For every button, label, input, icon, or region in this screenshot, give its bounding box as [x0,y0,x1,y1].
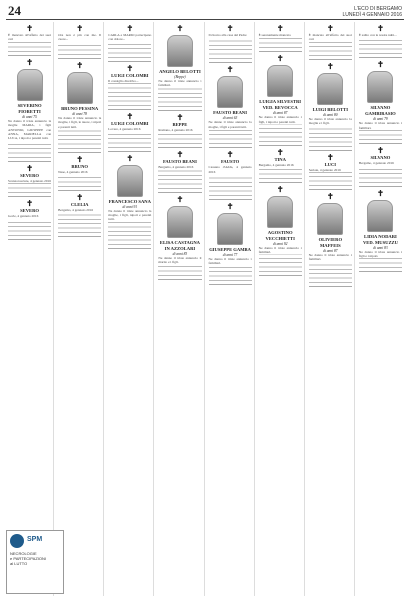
notice-body-lines [259,124,302,142]
notice-name: LIDIA NODARI VED. MUSUZZU [362,233,398,245]
notice-text: Ne danno il triste annuncio la moglie MARIA, i figli ANTONIO, GIUSEPPE con ANNA, MARIELLA con LUCA, i nipoti e parenti tutti. [8,118,52,141]
notice-body-lines [309,172,352,186]
column-5 [257,22,305,596]
notice-text: Bergamo, 4 gennaio 2016 [358,161,394,166]
obituary-notice [359,187,402,273]
notice-text: Ne danno il triste annuncio i figli e i nipoti. [358,249,402,259]
notice-name: ELISA CASTAGNA IN AZZOLARI [159,239,200,251]
cross-icon: ✝ [126,152,134,163]
notice-text: Ora non è più con me. Il cuore... [58,33,102,42]
obituary-notice [359,144,402,186]
notice-name: SEVERINO FIORETTI [17,102,42,114]
cross-icon: ✝ [226,64,234,75]
cross-icon: ✝ [76,23,84,33]
cross-icon: ✝ [176,23,184,33]
cross-icon: ✝ [377,187,384,198]
cross-icon: ✝ [26,162,33,173]
notice-name: ANGELO BELOTTI [159,69,201,74]
cross-icon: ✝ [76,154,84,165]
notice-text: Ne danno il triste annuncio i familiari. [358,121,402,130]
notice-name: SEVERO [20,208,40,214]
notice-name: LUIGI BELOTTI [312,106,348,112]
notice-text: Lovere, 4 gennaio 2016 [108,127,141,132]
cross-icon: ✝ [326,151,334,162]
cross-icon: ✝ [276,53,284,64]
column-6 [307,22,355,596]
notice-name: SEVERO [20,172,40,178]
cross-icon: ✝ [26,198,33,209]
column-7 [357,22,404,596]
portrait-photo [167,35,193,67]
obituary-notice [158,22,201,111]
cross-icon: ✝ [326,191,334,202]
obituary-notice [8,22,51,56]
notice-text: Ne danno il triste annuncio i familiari. [158,79,202,88]
cross-icon: ✝ [176,193,184,204]
portrait-photo [217,76,243,108]
portrait-photo [217,213,243,245]
notice-text: È serenamente mancata [258,33,291,37]
portrait-photo [267,65,293,97]
portrait-photo [17,69,43,101]
notice-text: È mancato all'affetto dei suoi cari [308,33,352,42]
obituary-notice [158,111,201,148]
notice-name: GIUSEPPE GAMBA [209,247,251,253]
notice-text: Bergamo, 4 gennaio 2016 [158,165,194,170]
notice-body-lines [209,37,252,59]
notice-text: Scanzorosciate, 4 gennaio 2016 [8,178,51,183]
obituary-columns [6,22,404,596]
page-number: 24 [8,3,21,18]
cross-icon: ✝ [126,111,134,122]
cross-icon: ✝ [276,183,284,194]
notice-age: di anni 92 [272,241,288,246]
obituary-notice [209,200,252,285]
notice-name: BRUNO [71,164,88,170]
portrait-photo [67,72,93,104]
notice-text: Ne danno il triste annuncio il marito e i figli. [158,255,202,265]
notice-body-lines [158,170,201,189]
notice-text: Ne danno il triste annuncio i familiari. [308,253,352,262]
notice-text: Ne danno il triste annuncio la moglie, i figli, le nuore, i nipoti e parenti tutti. [58,115,102,129]
notice-name: LUIGI COLOMBI [111,72,149,78]
notice-text: Ne danno il triste annuncio la moglie, i figli, nipoti e parenti tutti. [108,208,152,222]
header-rule [6,19,404,20]
notice-body-lines [108,222,151,245]
notice-body-lines [108,83,151,106]
spm-logo-icon [10,534,24,548]
notice-text: CARLA e MARIO partecipano con dolore... [108,33,152,42]
notice-age: di anni 91 [122,204,138,209]
notice-body-lines [359,37,402,54]
notice-text: Cassano d'Adda, 4 gennaio 2016 [208,165,252,174]
obituary-notice [8,162,51,197]
notice-body-lines [8,219,51,236]
notice-body-lines [58,174,101,187]
notice-body-lines [158,132,201,144]
notice-age: di anni 80 [323,112,338,117]
obituary-notice [58,191,101,236]
notice-age: di anni 78 [72,111,87,116]
notice-body-lines [259,254,302,272]
notice-name: AGOSTINO VECCHIETTI [265,229,295,241]
obituary-notice [309,22,352,60]
notice-name: TINA [274,157,286,163]
portrait-photo [367,200,393,232]
notice-text: Bergamo, 4 gennaio 2016 [258,163,294,168]
obituary-notice [259,52,302,146]
notice-name: OLIVIERO MAFFEIS [318,237,343,249]
column-1 [56,22,104,596]
notice-body-lines [209,174,252,196]
notice-name: FAUSTO BEANI [162,159,197,165]
cross-icon: ✝ [226,201,234,212]
obituary-notice [108,152,151,249]
notice-body-lines [209,129,252,144]
notice-name: LUIGI COLOMBI [111,121,149,127]
obituary-notice [359,22,402,58]
column-2 [106,22,154,596]
obituary-notice [209,148,252,200]
notice-body-lines [8,42,51,52]
obituary-notice [108,62,151,110]
cross-icon: ✝ [176,111,184,122]
notice-body-lines [259,168,302,179]
obituary-notice [359,58,402,144]
obituary-notice [158,148,201,192]
notice-name: LUIGIA SILVESTRI VED. REVOCCA [259,99,302,111]
notice-age: di anni 83 [373,245,388,250]
notice-body-lines [209,266,252,281]
notice-name: CLELIA [70,202,89,208]
portrait-photo [367,71,393,103]
column-4 [207,22,255,596]
portrait-photo [117,165,143,197]
notice-body-lines [108,42,151,58]
notice-age: di anni 83 [172,251,188,256]
obituary-notice [259,183,302,277]
notice-body-lines [309,42,352,56]
obituary-notice [58,59,101,153]
notice-body-lines [309,262,352,283]
notice-age: di anni 79 [373,117,388,122]
cross-icon: ✝ [126,23,134,33]
cross-icon: ✝ [176,149,184,160]
obituary-notice [209,22,252,63]
notice-name: SILVANO [370,155,391,161]
obituary-notice [58,153,101,191]
cross-icon: ✝ [226,23,234,33]
notice-body-lines [8,141,51,158]
notice-text: Nese, 4 gennaio 2016 [58,170,88,175]
notice-body-lines [58,213,101,233]
column-3 [156,22,204,596]
obituary-notice [309,190,352,287]
notice-body-lines [58,42,101,55]
notice-body-lines [108,132,151,148]
notice-age: di anni 87 [272,111,288,116]
notice-name: FRANCESCO SANA [108,198,151,204]
notice-name: FAUSTO BEANI [213,110,248,116]
notice-body-lines [359,258,402,268]
notice-age: di anni 63 [222,116,238,121]
obituary-notice [309,60,352,151]
notice-text: Ne danno il triste annuncio i familiari. [208,257,252,266]
notice-name: BRUNO PESSINA [61,105,99,111]
cross-icon: ✝ [226,149,234,160]
cross-icon: ✝ [276,147,284,158]
obituary-notice [209,63,252,148]
notice-body-lines [8,183,51,193]
notice-age: di anni 77 [222,253,238,258]
obituary-notice [58,22,101,59]
advert-line-3: al LUTTO [10,561,28,566]
notice-text: È salito con le nostre nubi... [358,33,397,37]
notice-body-lines [158,264,201,276]
cross-icon: ✝ [76,59,84,70]
cross-icon: ✝ [326,60,334,71]
spm-brand: SPM [27,536,43,543]
cross-icon: ✝ [276,23,284,33]
portrait-photo [317,73,343,105]
notice-text: Ne danno il triste annuncio i figli, i nipoti e parenti tutti. [258,115,302,124]
notice-text: Ne danno il triste annuncio i familiari. [258,245,302,255]
notice-name: SILVANO GAMBIRASIO [365,105,396,117]
cross-icon: ✝ [377,59,384,70]
obituary-notice [108,110,151,151]
notice-text: Romano, 4 gennaio 2016 [158,127,193,132]
notice-name: BEPPE [172,121,188,127]
cross-icon: ✝ [76,192,84,203]
cross-icon: ✝ [377,145,384,156]
notice-body-lines [359,166,402,183]
cross-icon: ✝ [126,62,134,73]
obituary-notice [309,151,352,190]
notice-body-lines [158,88,201,107]
notice-text: È mancato all'affetto dei suoi cari [8,33,52,42]
column-0 [6,22,54,596]
notice-age: (Beppe) [174,75,186,79]
notice-name: FAUSTO [220,159,240,165]
notice-text: Bergamo, 4 gennaio 2016 [58,208,94,213]
portrait-photo [317,203,343,235]
obituary-notice [108,22,151,62]
advert-line-2: e PARTECIPAZIONI [10,556,47,561]
portrait-photo [267,196,293,228]
notice-body-lines [259,37,302,48]
obituary-notice [8,197,51,239]
notice-text: Ne danno il triste annuncio la moglie, i figli e parenti tutti. [208,120,252,129]
cross-icon: ✝ [326,23,334,33]
notice-age: di anni 75 [22,114,37,119]
cross-icon: ✝ [377,23,384,33]
notice-age: di anni 87 [323,249,338,254]
obituary-notice [158,193,201,281]
notice-text: Gorle, 4 gennaio 2016 [8,214,39,219]
notice-body-lines [359,130,402,140]
masthead: L'ECO DI BERGAMO LUNEDÌ 4 GENNAIO 2016 [342,6,402,18]
obituary-notice [8,56,51,162]
obituary-notice [259,146,302,182]
notice-body-lines [309,126,352,147]
notice-text: Seriate, 4 gennaio 2016 [308,167,341,172]
advert-line-1: NECROLOGIE [10,551,37,556]
cross-icon: ✝ [26,56,33,67]
cross-icon: ✝ [26,23,33,33]
notice-name: LUCI [324,161,337,167]
notice-text: Il consiglio direttivo... [108,78,139,83]
portrait-photo [167,206,193,238]
spm-advert [6,530,64,594]
obituary-notice [259,22,302,52]
notice-text: Il ritorno alla casa del Padre [208,33,247,37]
notice-body-lines [58,129,101,149]
notice-text: Ne danno il triste annuncio la moglie e i figli. [308,116,352,126]
